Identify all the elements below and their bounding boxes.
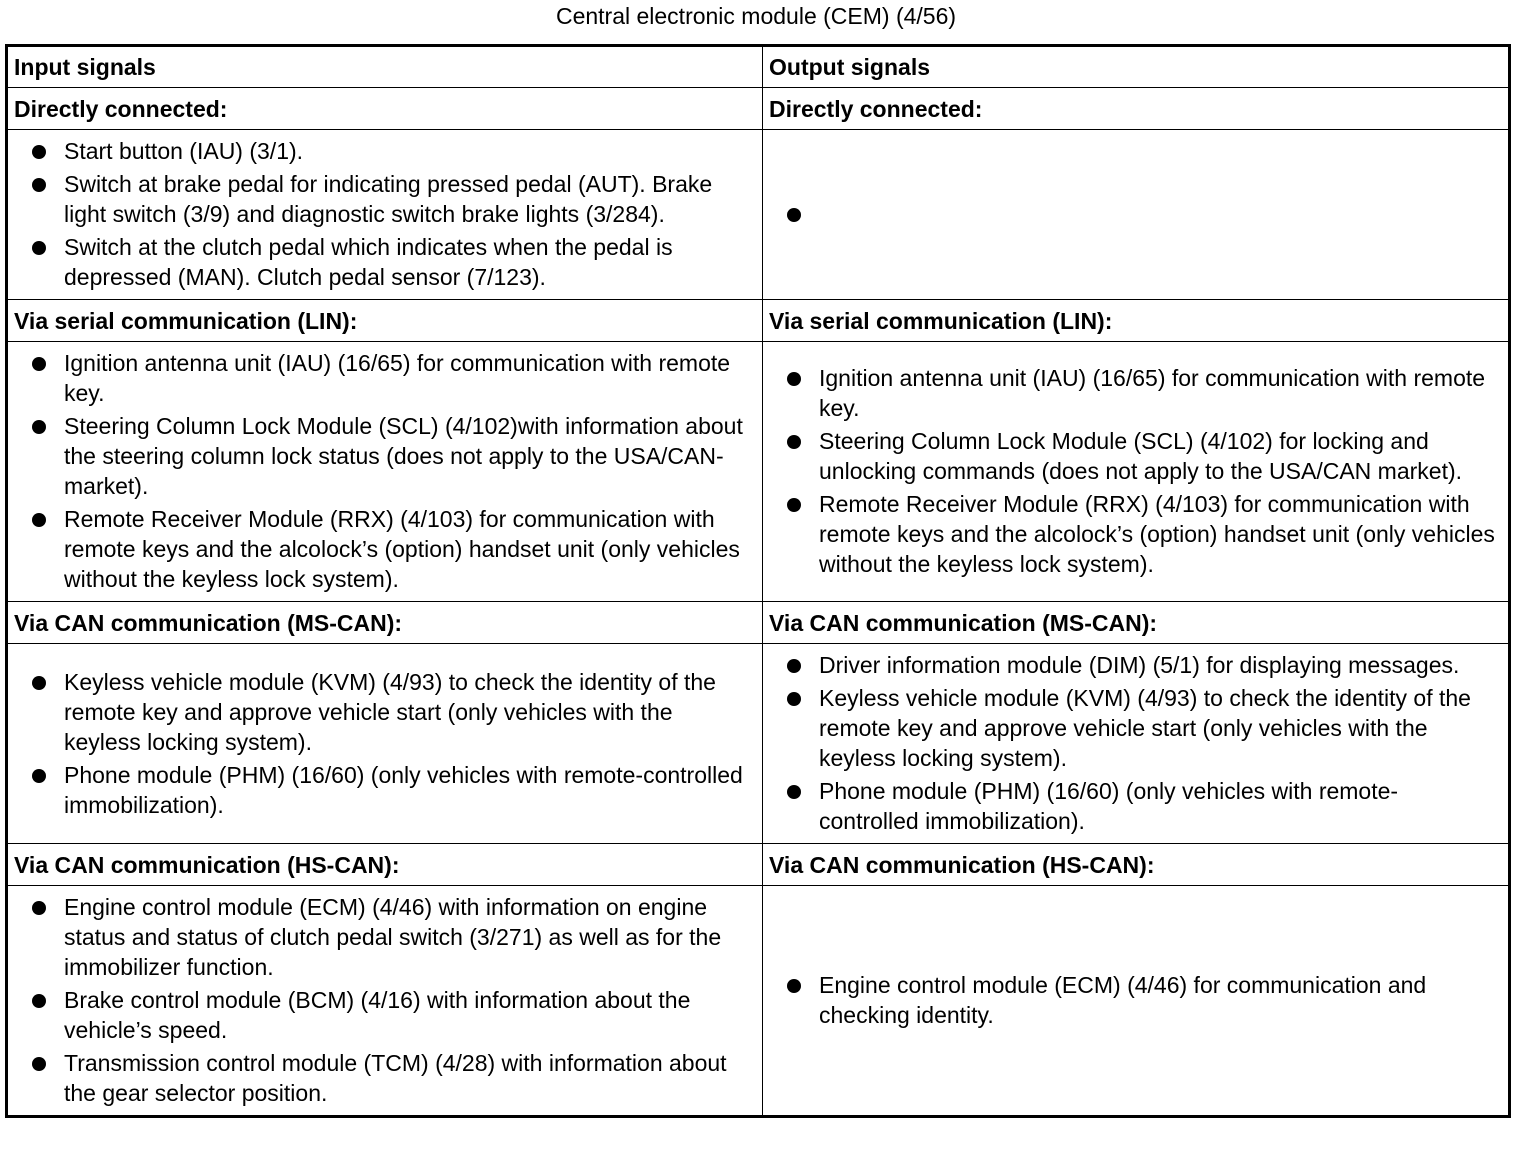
signal-list-item: Steering Column Lock Module (SCL) (4/102)with information about the steering column lock status (does not apply to the USA/CAN-market). bbox=[14, 411, 750, 501]
input-section-heading: Via CAN communication (HS-CAN): bbox=[7, 844, 763, 886]
table-header-row bbox=[7, 46, 1510, 88]
output-section-heading: Directly connected: bbox=[763, 88, 1510, 130]
output-section-heading: Via CAN communication (MS-CAN): bbox=[763, 602, 1510, 644]
signal-list-item: Phone module (PHM) (16/60) (only vehicles with remote-controlled immobilization). bbox=[769, 776, 1496, 836]
signal-list-item: Steering Column Lock Module (SCL) (4/102) for locking and unlocking commands (does not apply to the USA/CAN market). bbox=[769, 426, 1496, 486]
section-content-row bbox=[7, 886, 1510, 1117]
input-signal-list bbox=[14, 130, 756, 299]
output-signals-cell bbox=[763, 342, 1510, 602]
section-heading-row bbox=[7, 844, 1510, 886]
input-signals-header: Input signals bbox=[7, 46, 763, 88]
signal-list-item: Driver information module (DIM) (5/1) for displaying messages. bbox=[769, 650, 1496, 680]
output-signals-header: Output signals bbox=[763, 46, 1510, 88]
output-signals-cell bbox=[763, 644, 1510, 844]
input-section-heading: Directly connected: bbox=[7, 88, 763, 130]
output-section-heading: Via serial communication (LIN): bbox=[763, 300, 1510, 342]
input-section-heading: Via CAN communication (MS-CAN): bbox=[7, 602, 763, 644]
page-title: Central electronic module (CEM) (4/56) bbox=[555, 3, 957, 29]
signal-list-item: Ignition antenna unit (IAU) (16/65) for communication with remote key. bbox=[14, 348, 750, 408]
input-signals-cell bbox=[7, 342, 763, 602]
input-section-heading: Via serial communication (LIN): bbox=[7, 300, 763, 342]
signal-list-item: Switch at brake pedal for indicating pressed pedal (AUT). Brake light switch (3/9) and diagnostic switch brake lights (3/284). bbox=[14, 169, 750, 229]
signal-list-item: Keyless vehicle module (KVM) (4/93) to check the identity of the remote key and approve vehicle start (only vehicles with the keyless locking system). bbox=[769, 683, 1496, 773]
output-signals-cell bbox=[763, 130, 1510, 300]
output-signal-list bbox=[769, 357, 1502, 586]
signal-list-item: Start button (IAU) (3/1). bbox=[14, 136, 750, 166]
signal-list-item: Ignition antenna unit (IAU) (16/65) for communication with remote key. bbox=[769, 363, 1496, 423]
section-heading-row bbox=[7, 300, 1510, 342]
output-signal-list bbox=[769, 964, 1502, 1037]
input-signal-list bbox=[14, 661, 756, 827]
signal-list-item: Engine control module (ECM) (4/46) with information on engine status and status of clutch pedal switch (3/271) as well as for the immobilizer function. bbox=[14, 892, 750, 982]
output-signals-cell bbox=[763, 886, 1510, 1117]
section-heading-row bbox=[7, 602, 1510, 644]
signal-list-item: Switch at the clutch pedal which indicates when the pedal is depressed (MAN). Clutch pedal sensor (7/123). bbox=[14, 232, 750, 292]
input-signals-cell bbox=[7, 130, 763, 300]
signal-list-item: Keyless vehicle module (KVM) (4/93) to check the identity of the remote key and approve vehicle start (only vehicles with the keyless locking system). bbox=[14, 667, 750, 757]
signal-list-item: Remote Receiver Module (RRX) (4/103) for communication with remote keys and the alcolock’s (option) handset unit (only vehicles without the keyless lock system). bbox=[14, 504, 750, 594]
signal-list-item: Brake control module (BCM) (4/16) with information about the vehicle’s speed. bbox=[14, 985, 750, 1045]
section-content-row bbox=[7, 130, 1510, 300]
input-signal-list bbox=[14, 886, 756, 1115]
input-signals-cell bbox=[7, 644, 763, 844]
signal-list-item: Phone module (PHM) (16/60) (only vehicles with remote-controlled immobilization). bbox=[14, 760, 750, 820]
output-signal-list bbox=[769, 644, 1502, 843]
signals-table bbox=[5, 44, 1511, 1118]
input-signal-list bbox=[14, 342, 756, 601]
section-heading-row bbox=[7, 88, 1510, 130]
signal-list-item: Transmission control module (TCM) (4/28) with information about the gear selector position. bbox=[14, 1048, 750, 1108]
signal-list-item: Engine control module (ECM) (4/46) for communication and checking identity. bbox=[769, 970, 1496, 1030]
output-signal-list bbox=[769, 193, 1502, 236]
input-signals-cell bbox=[7, 886, 763, 1117]
signal-list-item bbox=[769, 199, 1496, 229]
section-content-row bbox=[7, 342, 1510, 602]
signal-list-item: Remote Receiver Module (RRX) (4/103) for communication with remote keys and the alcolock’s (option) handset unit (only vehicles without the keyless lock system). bbox=[769, 489, 1496, 579]
section-content-row bbox=[7, 644, 1510, 844]
output-section-heading: Via CAN communication (HS-CAN): bbox=[763, 844, 1510, 886]
